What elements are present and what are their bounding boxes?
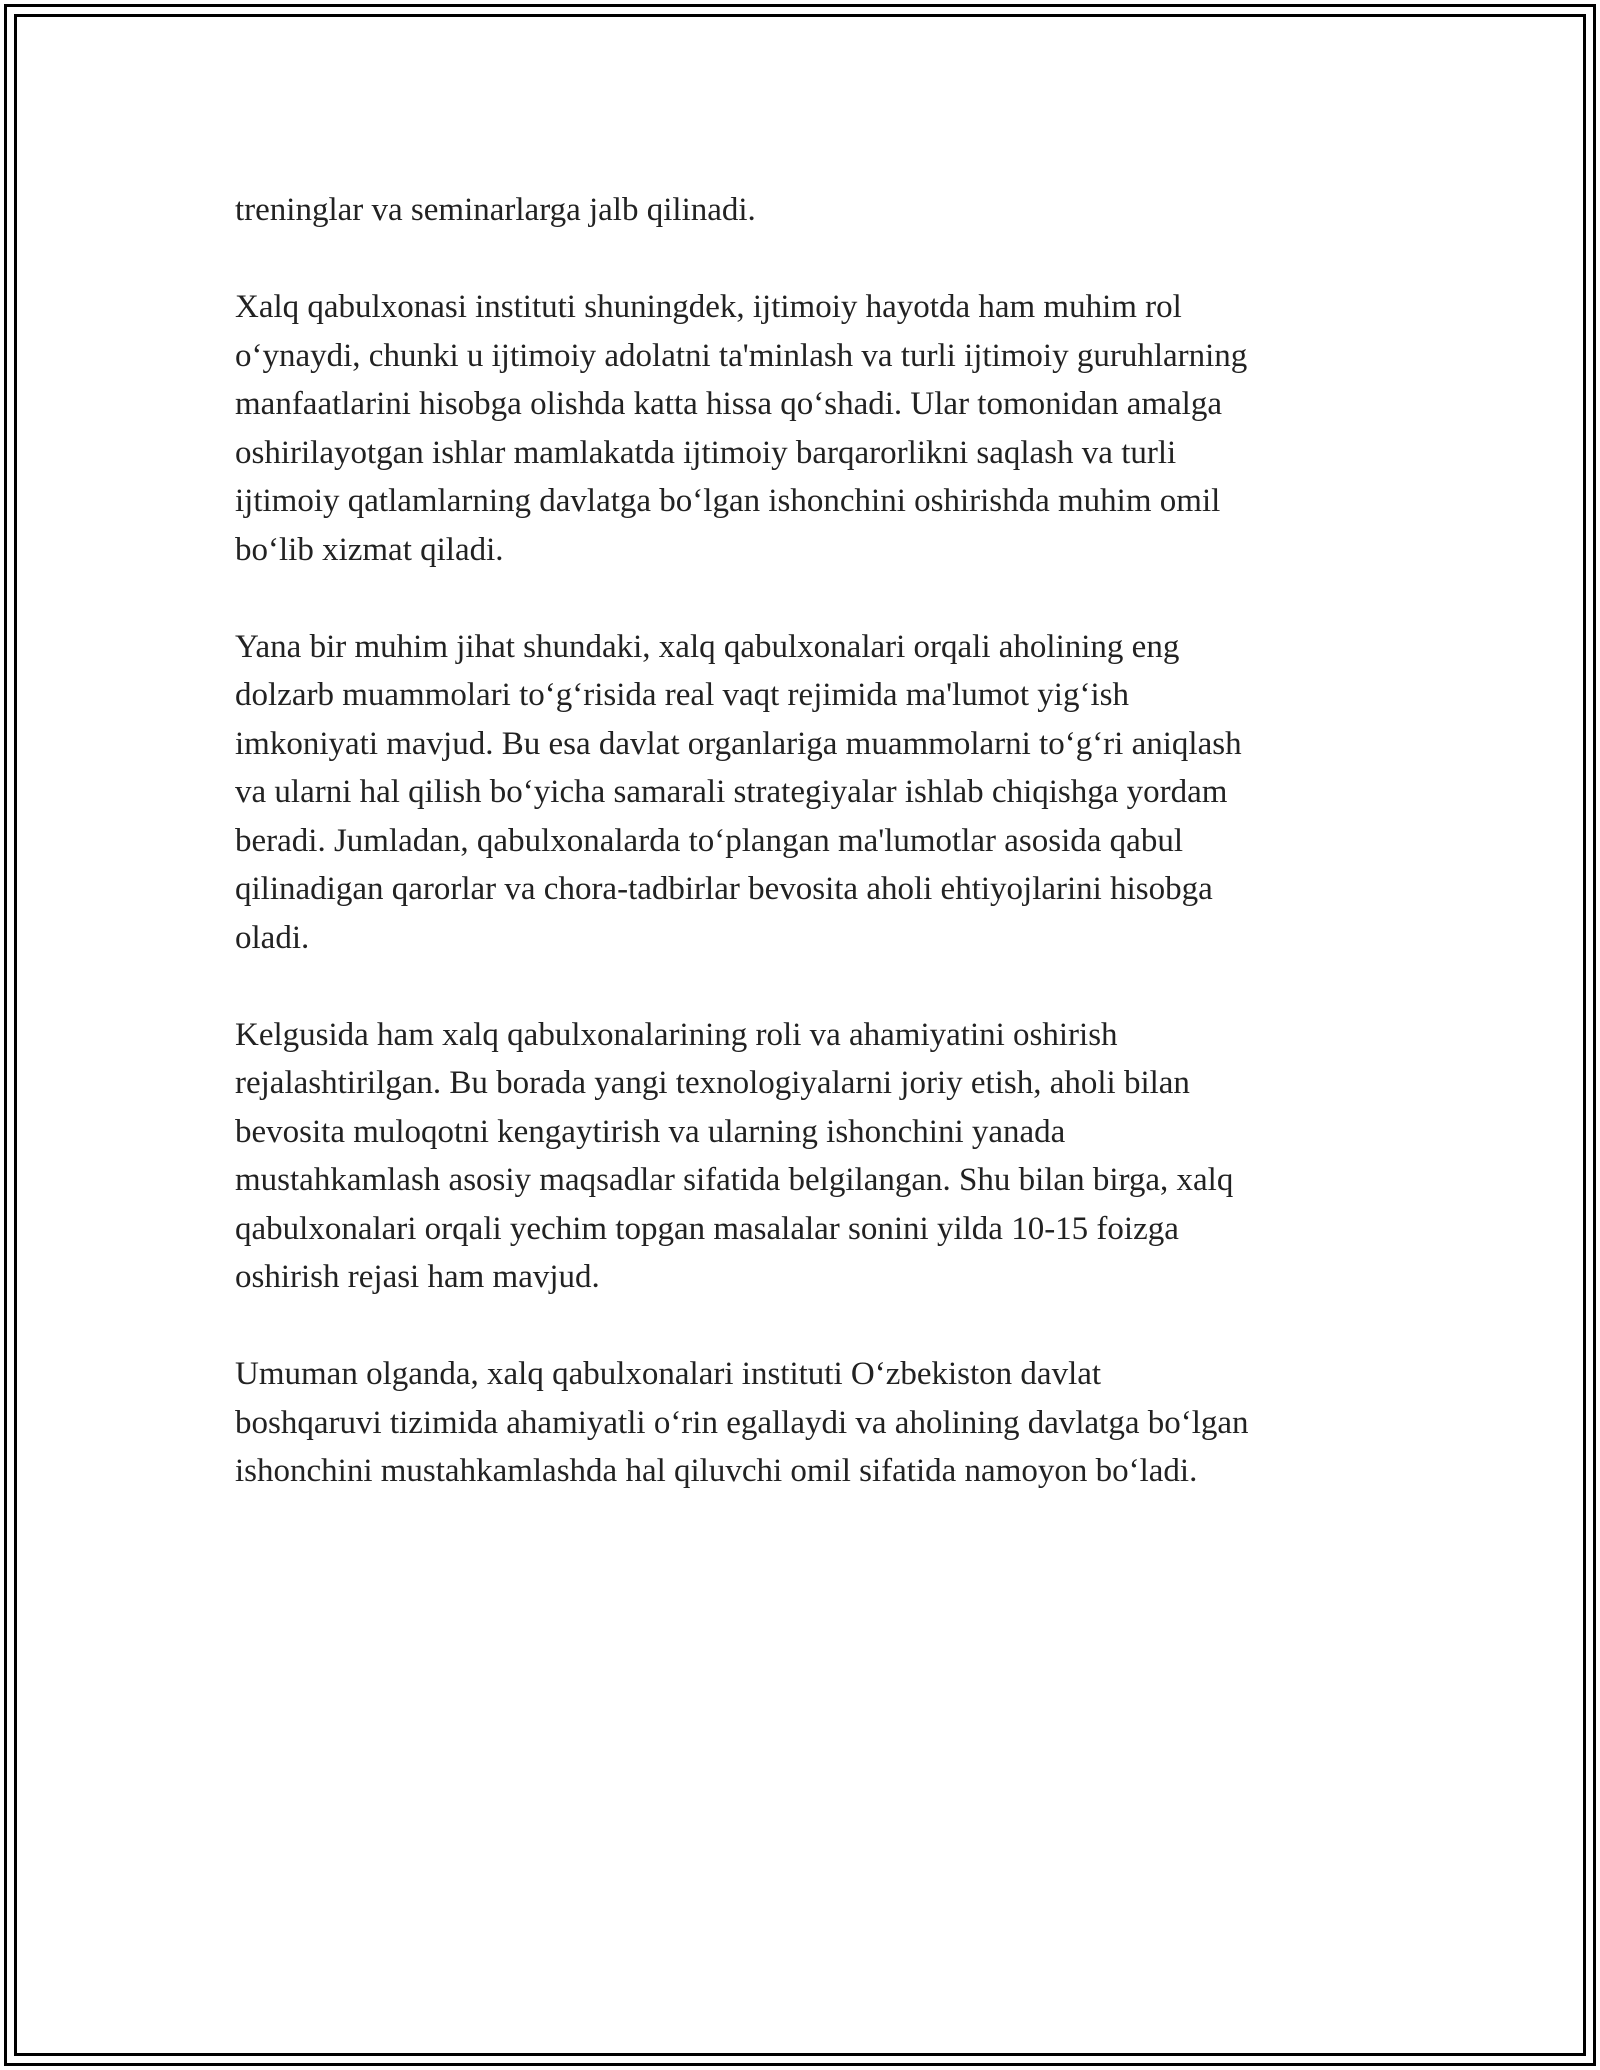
paragraph-3: Yana bir muhim jihat shundaki, xalq qabulxonalari orqali aholining eng dolzarb muammolari to‘g‘risida real vaqt rejimida ma'lumot yig‘ish imkoniyati mavjud. Bu esa davlat organlariga muammolarni to‘g‘ri aniqlash va ularni hal qilish bo‘yicha samarali strategiyalar ishlab chiqishga yordam beradi. Jumladan, qabulxonalarda to‘plangan ma'lumotlar asosida qabul qilinadigan qarorlar va chora-tadbirlar bevosita aholi ehtiyojlarini hisobga oladi. bbox=[235, 628, 1242, 956]
paragraph-2: Xalq qabulxonasi instituti shuningdek, ijtimoiy hayotda ham muhim rol o‘ynaydi, chunki u ijtimoiy adolatni ta'minlash va turli ijtimoiy guruhlarning manfaatlarini hisobga olishda katta hissa qo‘shadi. Ular tomonidan amalga oshirilayotgan ishlar mamlakatda ijtimoiy barqarorlikni saqlash va turli ijtimoiy qatlamlarning davlatga bo‘lgan ishonchini oshirishda muhim omil bo‘lib xizmat qiladi. bbox=[235, 289, 1248, 568]
paragraph-1: treninglar va seminarlarga jalb qilinadi. bbox=[235, 192, 756, 228]
paragraph-5: Umuman olganda, xalq qabulxonalari instituti O‘zbekiston davlat boshqaruvi tizimida ahamiyatli o‘rin egallaydi va aholining davlatga bo‘lgan ishonchini mustahkamlashda hal qiluvchi omil sifatida namoyon bo‘ladi. bbox=[235, 1356, 1249, 1489]
paragraph-4: Kelgusida ham xalq qabulxonalarining roli va ahamiyatini oshirish rejalashtirilgan. Bu borada yangi texnologiyalarni joriy etish, aholi bilan bevosita muloqotni kengaytirish va ularning ishonchini yanada mustahkamlash asosiy maqsadlar sifatida belgilangan. Shu bilan birga, xalq qabulxonalari orqali yechim topgan masalalar sonini yilda 10-15 foizga oshirish rejasi ham mavjud. bbox=[235, 1016, 1234, 1295]
document-body bbox=[235, 186, 1375, 1544]
